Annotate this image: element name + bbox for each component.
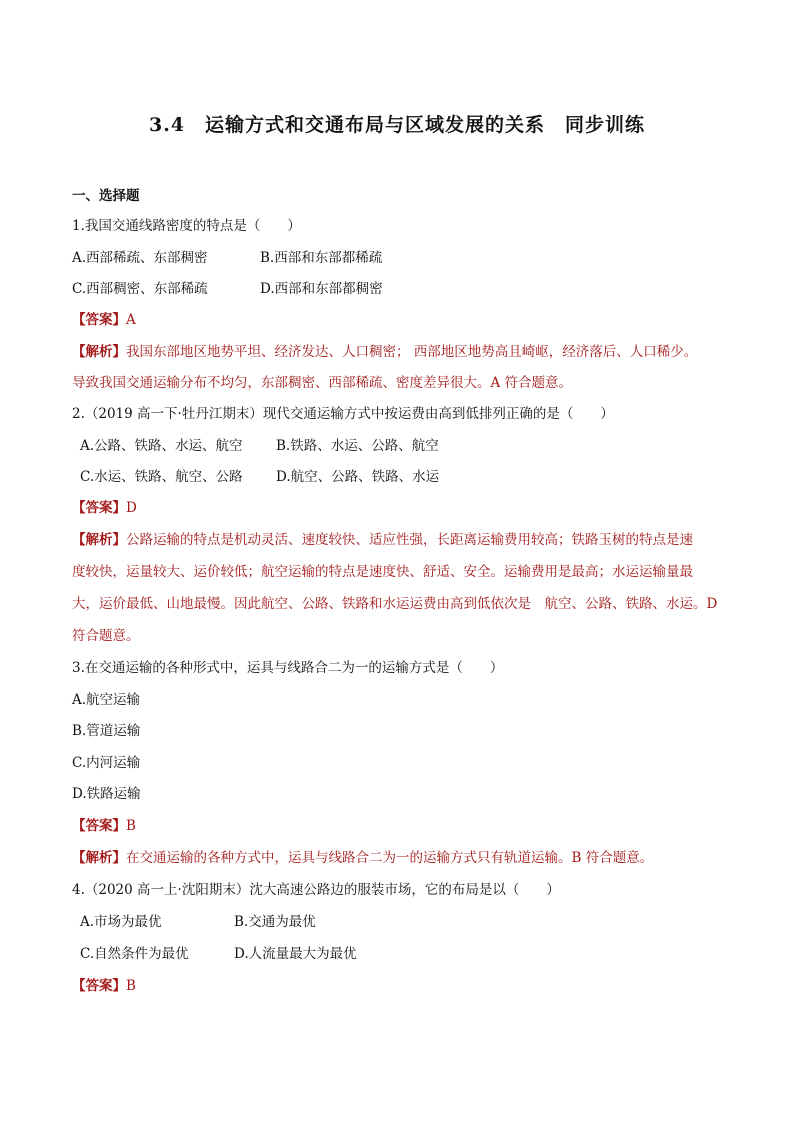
answer-value: D: [126, 500, 137, 516]
question-4-options-row-1: [80, 912, 316, 932]
analysis-text: 我国东部地区地势平坦、经济发达、人口稠密； 西部地区地势高且崎岖，经济落后、人口稀少。: [126, 344, 698, 360]
question-1-analysis: [72, 342, 697, 362]
question-2-option-a: A.公路、铁路、水运、航空: [80, 438, 243, 454]
page-title: 3.4 运输方式和交通布局与区域发展的关系 同步训练: [148, 114, 646, 136]
question-2-options-row-2: [80, 467, 439, 487]
question-1-option-c: C.西部稠密、东部稀疏: [72, 281, 208, 297]
question-4-options-row-2: [80, 944, 357, 964]
question-1-answer: [72, 310, 136, 330]
question-3-option-a: A.航空运输: [72, 692, 141, 708]
question-2-analysis-line-4: 符合题意。: [72, 628, 140, 644]
question-3-option-c: C.内河运输: [72, 755, 141, 771]
question-2-option-b: B.铁路、水运、公路、航空: [276, 438, 439, 454]
question-3-option-b: B.管道运输: [72, 723, 141, 739]
question-2-options-row-1: [80, 436, 439, 456]
question-3-answer: [72, 816, 136, 836]
question-1-options-row-2: [72, 279, 383, 299]
question-3-stem: 3.在交通运输的各种形式中，运具与线路合二为一的运输方式是（ ）: [72, 660, 504, 676]
answer-tag: 【答案】: [72, 978, 126, 994]
question-3-analysis: [72, 848, 653, 868]
analysis-text: 在交通运输的各种方式中，运具与线路合二为一的运输方式只有轨道运输。B 符合题意。: [126, 850, 654, 866]
question-4-option-c: C.自然条件为最优: [80, 946, 189, 962]
section-heading: 一、选择题: [72, 188, 140, 204]
analysis-tag: 【解析】: [72, 532, 126, 548]
analysis-tag: 【解析】: [72, 850, 126, 866]
answer-tag: 【答案】: [72, 818, 126, 834]
answer-tag: 【答案】: [72, 312, 126, 328]
answer-tag: 【答案】: [72, 500, 126, 516]
question-1-options-row-1: [72, 248, 382, 268]
question-4-stem: 4.（2020 高一上·沈阳期末）沈大高速公路边的服装市场，它的布局是以（ ）: [72, 882, 560, 898]
question-1-option-d: D.西部和东部都稠密: [260, 281, 383, 297]
question-2-analysis-line-2: 度较快，运量较大、运价较低；航空运输的特点是速度快、舒适、安全。运输费用是最高；水运运输量最: [72, 564, 693, 580]
question-2-analysis: [72, 530, 693, 550]
question-3-option-d: D.铁路运输: [72, 786, 141, 802]
question-2-option-c: C.水运、铁路、航空、公路: [80, 469, 243, 485]
answer-value: B: [126, 818, 136, 834]
answer-value: B: [126, 978, 136, 994]
question-2-analysis-line-3: 大，运价最低、山地最慢。因此航空、公路、铁路和水运运费由高到低依次是 航空、公路、铁路、水运。D: [72, 596, 718, 612]
question-4-option-a: A.市场为最优: [80, 914, 162, 930]
question-4-option-b: B.交通为最优: [234, 914, 316, 930]
question-2-answer: [72, 498, 137, 518]
question-1-stem: 1.我国交通线路密度的特点是（ ）: [72, 218, 301, 234]
answer-value: A: [126, 312, 136, 328]
question-2-option-d: D.航空、公路、铁路、水运: [276, 469, 440, 485]
analysis-text: 公路运输的特点是机动灵活、速度较快、适应性强，长距离运输费用较高；铁路玉树的特点是速: [126, 532, 693, 548]
question-1-option-b: B.西部和东部都稀疏: [260, 250, 383, 266]
question-1-analysis-continued: 导致我国交通运输分布不均匀，东部稠密、西部稀疏、密度差异很大。A 符合题意。: [72, 375, 573, 391]
question-2-stem: 2.（2019 高一下·牡丹江期末）现代交通运输方式中按运费由高到低排列正确的是（ ）: [72, 406, 614, 422]
question-4-option-d: D.人流量最大为最优: [234, 946, 357, 962]
question-1-option-a: A.西部稀疏、东部稠密: [72, 250, 208, 266]
analysis-tag: 【解析】: [72, 344, 126, 360]
question-4-answer: [72, 976, 136, 996]
